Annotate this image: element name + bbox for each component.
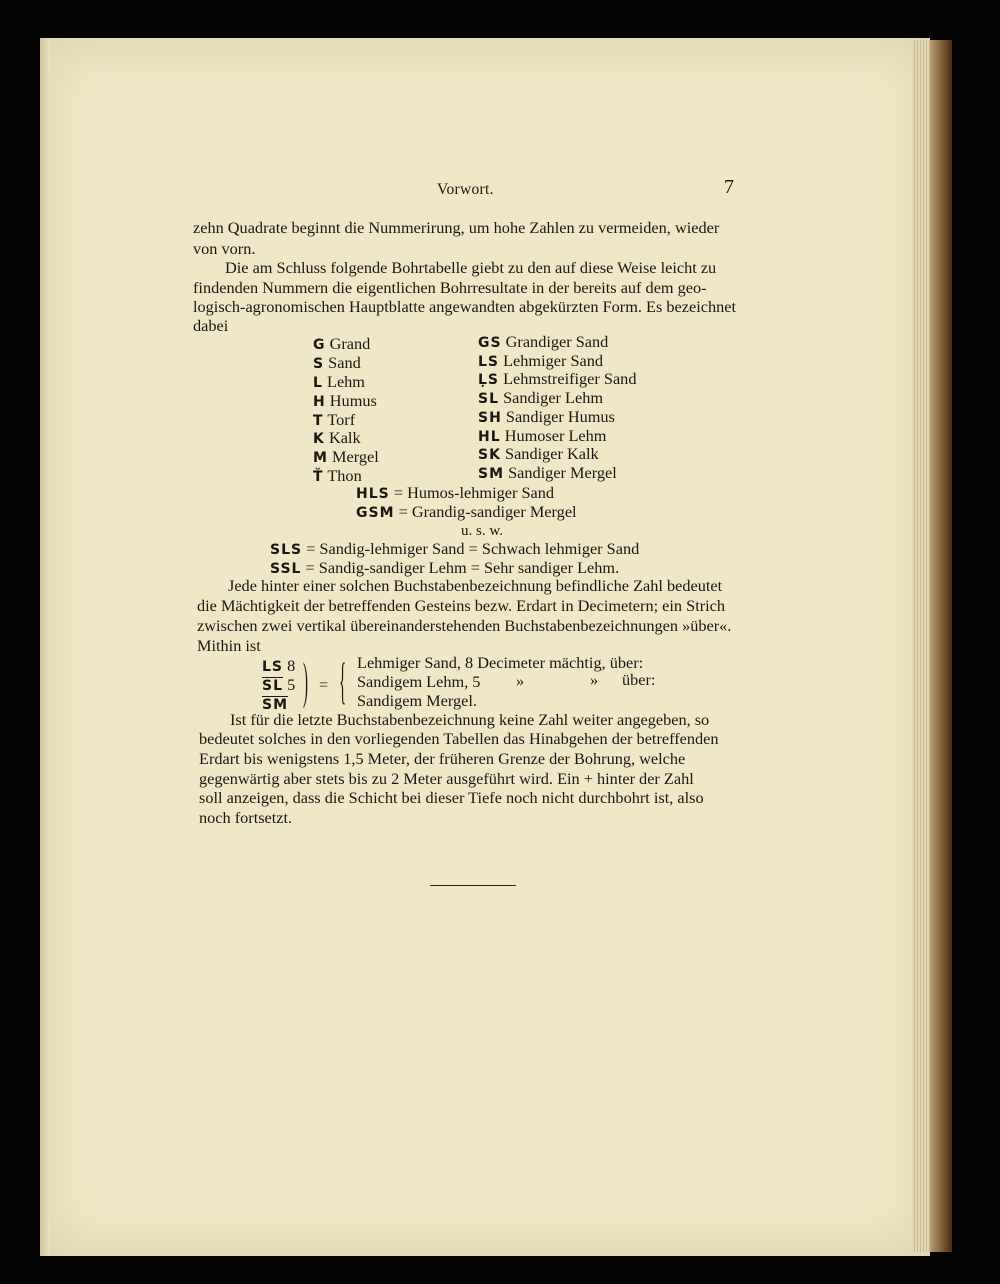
abbrev-item: LS Lehmiger Sand [478,351,604,370]
example-code: LS 8 [262,656,296,675]
combined-item: GSM = Grandig-sandiger Mergel [356,502,577,521]
text-line: Mithin ist [197,636,261,655]
running-head: Vorwort. [437,181,494,198]
abbrev-item: SK Sandiger Kalk [478,444,599,463]
abbrev-item: SH Sandiger Humus [478,407,615,426]
example-ueber: über: [622,670,656,689]
text-line: gegenwärtig aber stets bis zu 2 Meter ausgeführt wird. Ein + hinter der Zahl [199,769,694,788]
text-line: noch fortsetzt. [199,808,293,827]
text-line: findenden Nummern die eigentlichen Bohrresultate in der bereits auf dem geo- [193,278,707,297]
text-line: Ist für die letzte Buchstabenbezeichnung keine Zahl weiter angegeben, so [230,710,710,729]
text-line: bedeutet solches in den vorliegenden Tabellen das Hinabgehen der betreffenden [199,729,719,748]
abbrev-item: S Sand [313,353,361,372]
page-gutter [40,38,50,1256]
abbrev-item: T Torf [313,410,356,429]
example-code: SM [262,697,289,713]
abbrev-item: ĻS Lehmstreifiger Sand [478,369,637,388]
abbrev-item: H Humus [313,391,377,410]
text-line: logisch-agronomischen Hauptblatte angewandten abgekürzten Form. Es bezeichnet [193,297,736,316]
text-line: Jede hinter einer solchen Buchstabenbezeichnung befindliche Zahl bedeutet [228,576,723,595]
extra-item: SSL = Sandig-sandiger Lehm = Sehr sandiger Lehm. [270,558,620,577]
text-line: Die am Schluss folgende Bohrtabelle giebt zu den auf diese Weise leicht zu [225,258,717,277]
end-rule [430,885,516,886]
ditto-mark: » [590,670,599,689]
abbrev-item: GS Grandiger Sand [478,332,609,351]
text-line: zehn Quadrate beginnt die Nummerirung, um hohe Zahlen zu vermeiden, wieder [193,218,720,237]
book-cover-edge [930,40,952,1252]
text-line: von vorn. [193,239,256,258]
combined-item: HLS = Humos-lehmiger Sand [356,483,555,502]
equals-sign: = [319,675,329,694]
right-brace: { [339,656,347,711]
example-code: SL 5 [262,675,296,694]
extra-item: SLS = Sandig-lehmiger Sand = Schwach lehmiger Sand [270,539,640,558]
left-brace: ) [303,656,308,711]
abbrev-item: G Grand [313,334,371,353]
ditto-mark: » [516,671,525,690]
text-line: soll anzeigen, dass die Schicht bei dieser Tiefe noch nicht durchbohrt ist, also [199,788,704,807]
abbrev-item: SM Sandiger Mergel [478,463,617,482]
text-line: Erdart bis wenigstens 1,5 Meter, der früheren Grenze der Bohrung, welche [199,749,686,768]
abbrev-item: M Mergel [313,447,379,466]
abbrev-item: HL Humoser Lehm [478,426,607,445]
abbrev-item: SL Sandiger Lehm [478,388,604,407]
example-line: Sandigem Mergel. [357,691,477,710]
text-line: zwischen zwei vertikal übereinanderstehenden Buchstabenbezeichnungen »über«. [197,616,732,635]
example-line: Sandigem Lehm, 5 [357,672,481,691]
text-line: dabei [193,316,229,335]
abbrev-item: Ť Thon [313,466,362,485]
page-number: 7 [724,176,734,198]
text-line: die Mächtigkeit der betreffenden Gesteins bezw. Erdart in Decimetern; ein Strich [197,596,726,615]
page-fore-edge [912,40,930,1252]
abbrev-item: L Lehm [313,372,365,391]
example-line: Lehmiger Sand, 8 Decimeter mächtig, über: [357,653,644,672]
usw: u. s. w. [461,523,503,539]
abbrev-item: K Kalk [313,428,361,447]
